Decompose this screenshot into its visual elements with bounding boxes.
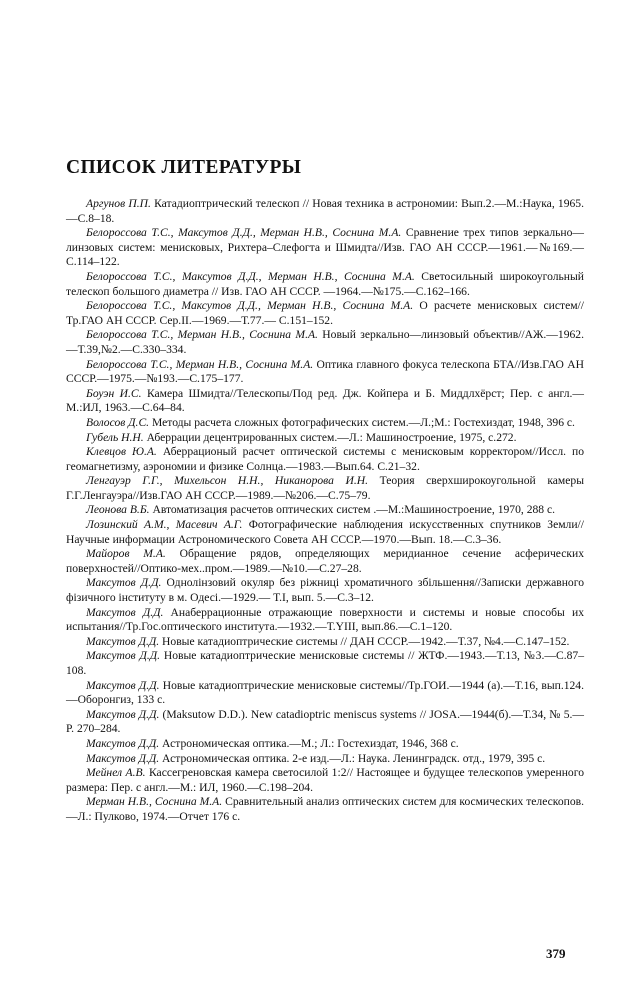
reference-entry [66,606,584,635]
reference-entry [66,795,584,824]
reference-authors: Максутов Д.Д. [86,678,160,692]
reference-text: Камера Шмидта//Телескопы/Под ред. Дж. Койпера и Б. Миддлхёрст; Пер. с англ.—М.:ИЛ, 1963.—С.64–84. [66,386,584,415]
reference-entry [66,518,584,547]
reference-entry [66,299,584,328]
reference-text: (Maksutow D.D.). New catadioptric meniscus systems // JOSA.—1944(б).—Т.34, № 5.—P. 270–284. [66,707,584,736]
reference-authors: Белороссова Т.С., Максутов Д.Д., Мерман Н.В., Соснина М.А. [86,269,415,283]
reference-text: Оптика главного фокуса телескопа БТА//Изв.ГАО АН СССР.—1975.—№193.—С.175–177. [66,357,584,386]
reference-text: Аберрационый расчет оптической системы с менисковым корректором//Иссл. по геомагнетизму, аэрономии и физике Солнца.—1983.—Вып.64. С.21–32. [66,445,585,473]
reference-text: Автоматизация расчетов оптических систем .—М.:Машиностроение, 1970, 288 с. [149,503,556,517]
reference-text: Катадиоптрический телескоп // Новая техника в астрономии: Вып.2.—М.:Наука, 1965.—С.8–18. [66,197,584,225]
reference-entry [66,679,584,708]
reference-text: Методы расчета сложных фотографических систем.—Л.;М.: Гостехиздат, 1948, 396 с. [149,415,575,429]
reference-text: Анаберрационные отражающие поверхности и системы и новые способы их испытания//Тр.Гос.оптического института.—1932.—Т.YIII, вып.86.—С.1–120. [66,605,584,634]
reference-entry [66,226,584,270]
reference-entry [66,503,584,518]
page-number: 379 [546,946,566,961]
reference-entry [66,197,584,226]
reference-authors: Ленгауэр Г.Г., Михельсон Н.Н., Никанорова И.Н. [86,474,369,488]
reference-entry [66,431,584,446]
reference-text: Кассегреновская камера светосилой 1:2// Настоящее и будущее телескопов умеренного размера: Пер. с англ.—М.: ИЛ, 1960.—С.198–204. [66,766,584,794]
reference-entry [66,416,584,431]
reference-text: Новые катадиоптрические менисковые системы // ЖТФ.—1943.—Т.13, №3.—С.87–108. [66,649,584,677]
reference-entry [66,649,584,678]
reference-authors: Максутов Д.Д. [86,751,160,765]
reference-text: Теория сверхширокоугольной камеры Г.Г.Ленгауэра//Изв.ГАО АН СССР.—1989.—№206.—С.75–79. [66,474,585,502]
reference-text: Обращение рядов, определяющих меридианное сечение асферических поверхностей//Оптико-мех..пром.—1989.—№10.—С.27–28. [66,547,584,575]
reference-entry [66,358,584,387]
reference-text: Аберрации децентрированных систем.—Л.: Машиностроение, 1975, с.272. [143,430,517,444]
reference-text: Астрономическая оптика.—М.; Л.: Гостехиздат, 1946, 368 с. [159,736,459,750]
reference-authors: Боуэн И.С. [86,386,142,400]
reference-entry [66,752,584,767]
reference-authors: Клевцов Ю.А. [86,445,157,459]
reference-authors: Максутов Д.Д. [86,736,160,750]
reference-authors: Белороссова Т.С., Мерман Н.В., Соснина М.А. [86,328,318,342]
reference-entry [66,328,584,357]
reference-text: Фотографические наблюдения искусственных спутников Земли//Научные информации Астрономического Совета АН СССР.—1970.—Вып. 18.—С.3–36. [66,518,584,546]
reference-entry [66,270,584,299]
reference-authors: Майоров М.А. [86,547,166,561]
reference-authors: Мерман Н.В., Соснина М.А. [86,795,223,809]
reference-authors: Максутов Д.Д. [86,605,164,619]
reference-authors: Леонова В.Б. [86,503,150,517]
reference-entry [66,708,584,737]
reference-list [66,197,584,825]
reference-text: Астрономическая оптика. 2-е изд.—Л.: Наука. Ленинградск. отд., 1979, 395 с. [159,751,546,765]
reference-authors: Белороссова Т.С., Мерман Н.В., Соснина М.А. [86,357,314,371]
reference-entry [66,635,584,650]
reference-text: Светосильный широкоугольный телескоп большого диаметра // Изв. ГАО АН СССР. —1964.—№175.—С.162–166. [66,269,584,298]
reference-authors: Волосов Д.С. [86,415,150,429]
reference-entry [66,445,584,474]
reference-authors: Белороссова Т.С., Максутов Д.Д., Мерман Н.В., Соснина М.А. [86,226,402,240]
reference-text: Сравнение трех типов зеркально—линзовых систем: менисковых, Рихтера–Слефогта и Шмидта//Изв. ГАО АН СССР.—1961.—№169.—С.114–122. [66,226,585,269]
reference-authors: Максутов Д.Д. [86,649,161,663]
reference-text: Новые катадиоптрические менисковые системы//Тр.ГОИ.—1944 (а).—Т.16, вып.124.—Оборонгиз, 133 с. [66,678,585,707]
reference-entry [66,737,584,752]
reference-authors: Максутов Д.Д. [86,707,160,721]
reference-authors: Белороссова Т.С., Максутов Д.Д., Мерман Н.В., Соснина М.А. [86,299,414,313]
page-title: СПИСОК ЛИТЕРАТУРЫ [66,157,302,178]
reference-text: О расчете менисковых систем//Тр.ГАО АН СССР. Сер.II.—1969.—Т.77.— С.151–152. [66,299,584,327]
reference-text: Новые катадиоптрические системы // ДАН СССР.—1942.—Т.37, №4.—С.147–152. [159,634,570,648]
reference-text: Новый зеркально—линзовый объектив//АЖ.—1962.—Т.39,№2.—С.330–334. [66,328,584,356]
reference-authors: Губель Н.Н. [86,430,144,444]
reference-authors: Максутов Д.Д. [86,576,162,590]
reference-text: Однолінзовий окуляр без ріжниці хроматичного збільшення//Записки державного фізичного інституту в м. Одесі.—1929.— Т.І, вып. 5.—С.3–12. [66,576,584,605]
reference-authors: Максутов Д.Д. [86,634,160,648]
reference-authors: Лозинский А.М., Масевич А.Г. [86,518,243,532]
reference-text: Сравнительный анализ оптических систем для космических телескопов.—Л.: Пулково, 1974.—Отчет 176 с. [66,795,584,823]
reference-entry [66,387,584,416]
reference-authors: Аргунов П.П. [86,197,151,210]
reference-entry [66,474,584,503]
reference-entry [66,547,584,576]
reference-entry [66,766,584,795]
reference-authors: Мейнел А.В. [86,766,146,780]
reference-entry [66,576,584,605]
